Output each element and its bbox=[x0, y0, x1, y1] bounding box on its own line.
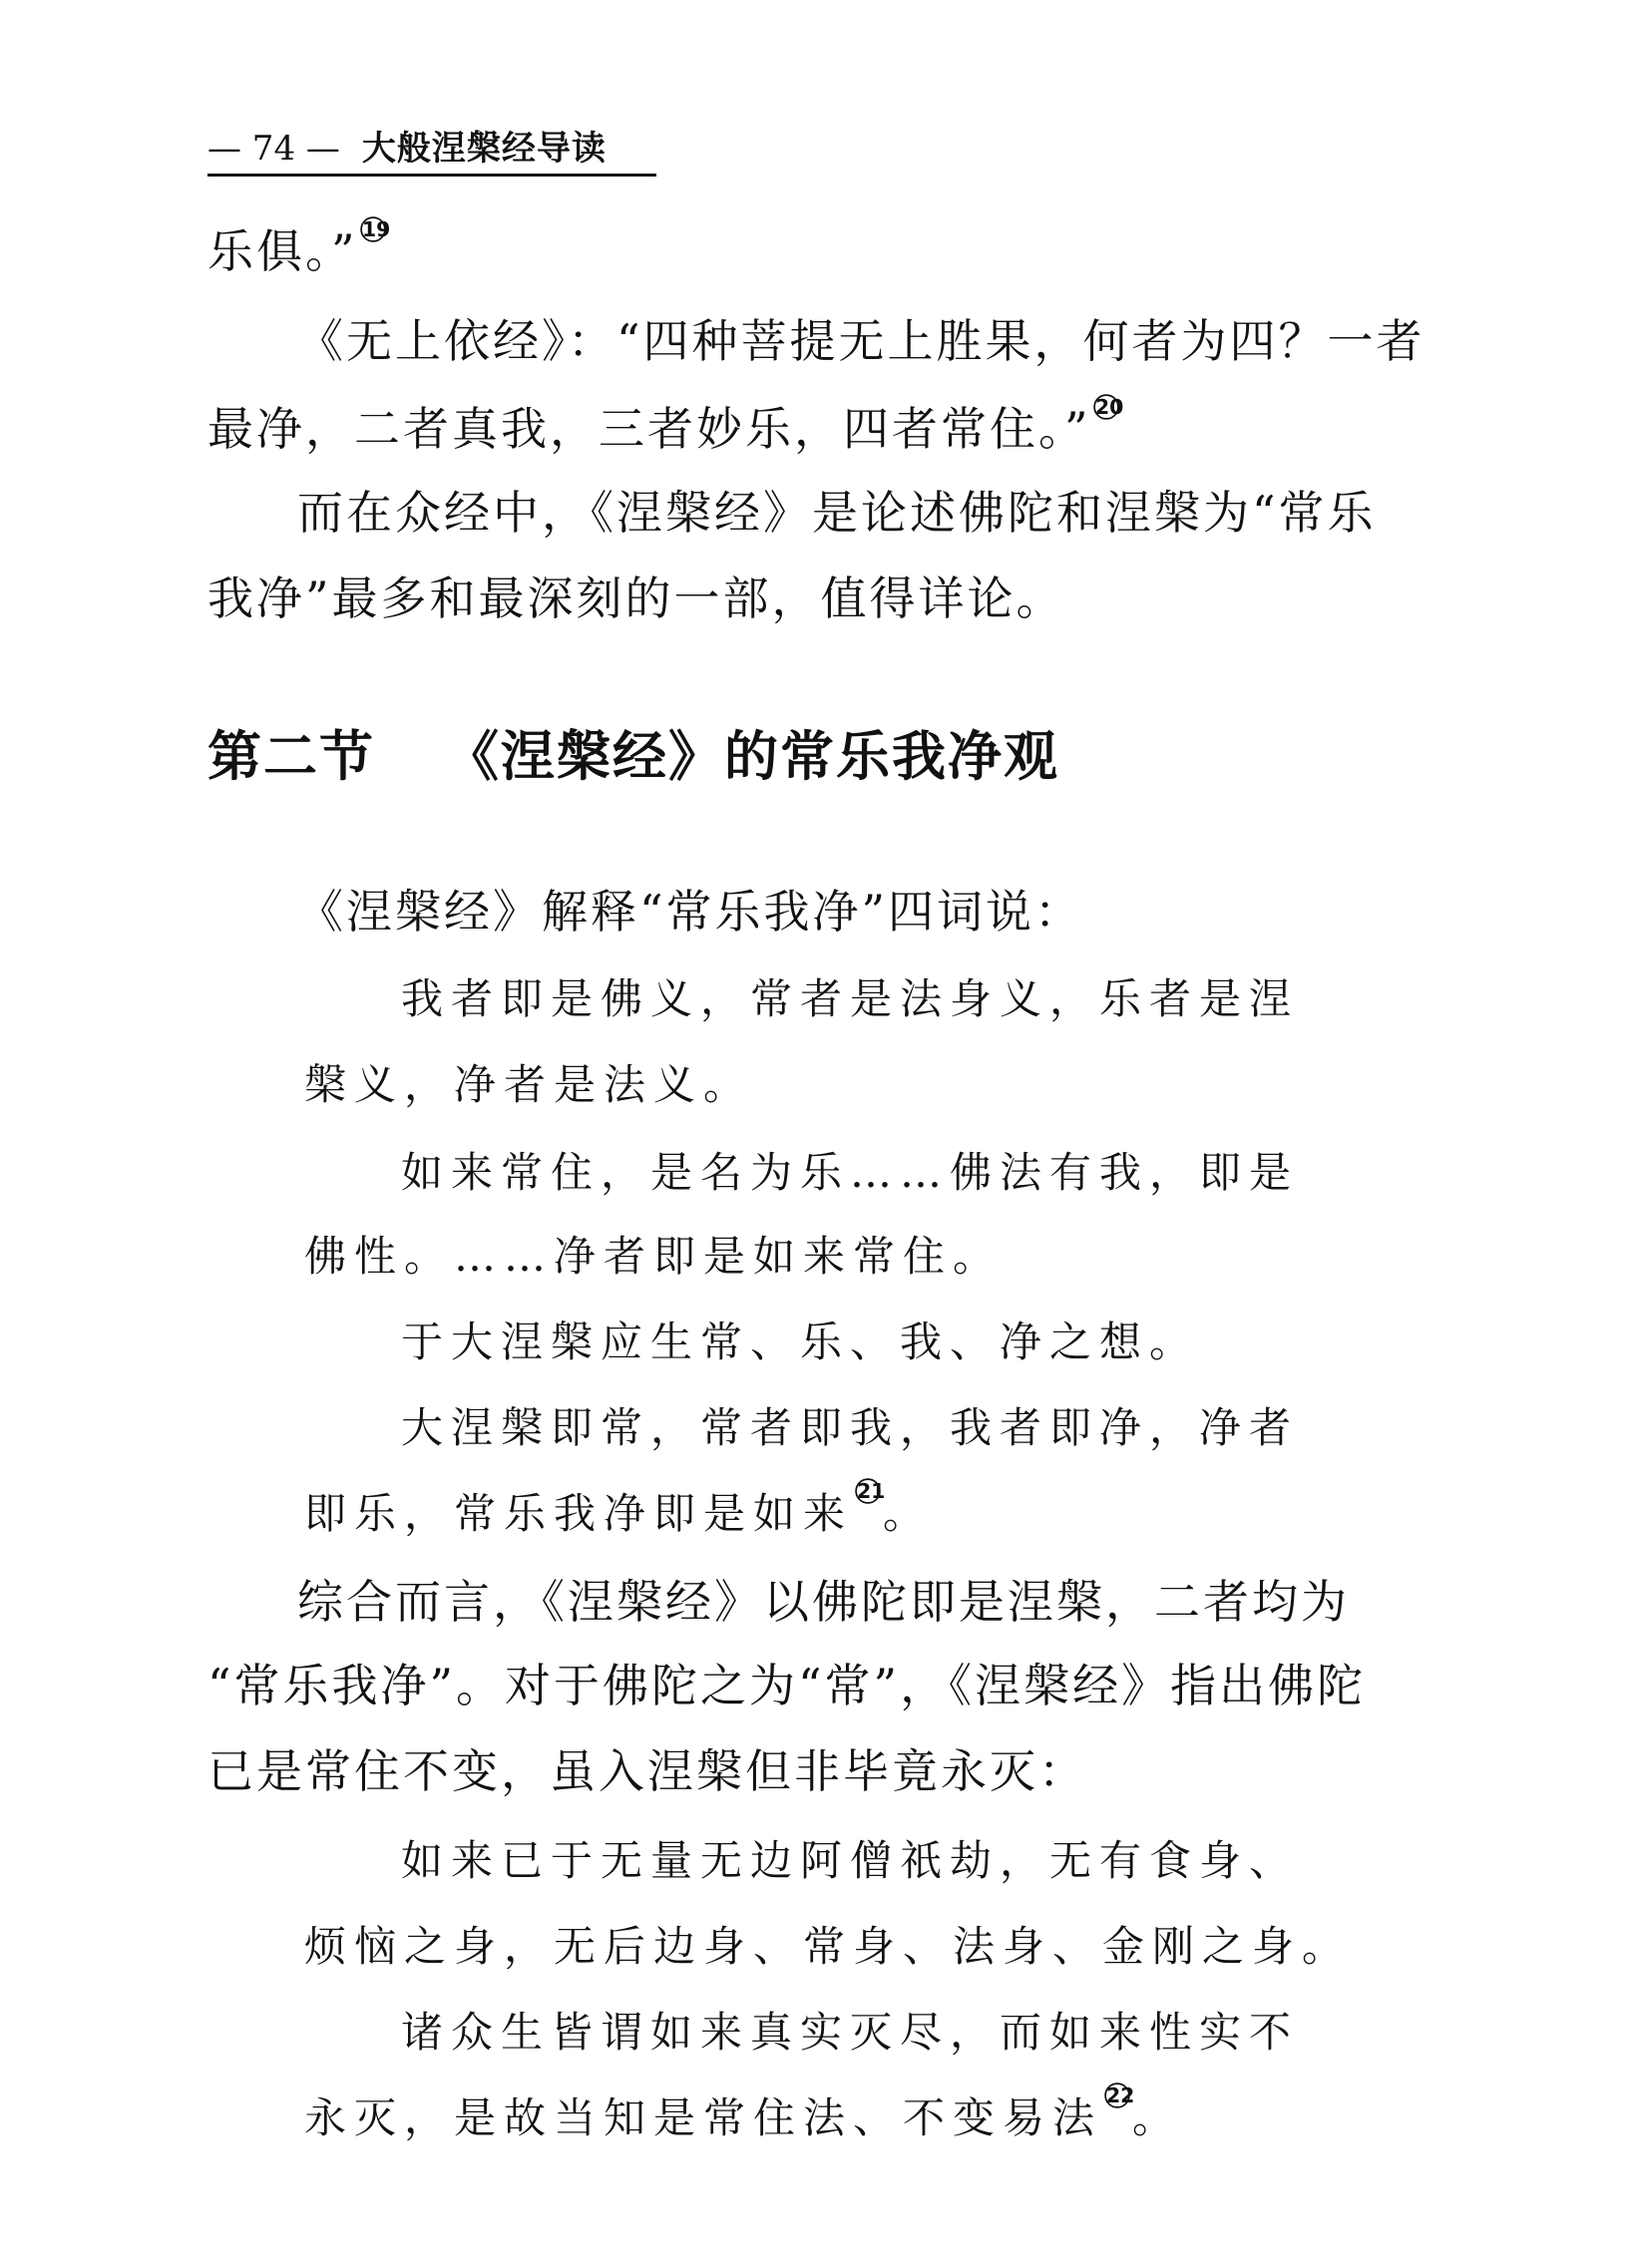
section-heading bbox=[207, 722, 1059, 792]
summary-line-3: 已是常住不变，虽入涅槃但非毕竟永灭： bbox=[207, 1744, 1087, 1798]
quote-6-line-2-content: 永灭，是故当知是常住法、不变易法 bbox=[304, 2093, 1103, 2142]
text-line-3 bbox=[207, 394, 1123, 459]
quote-2-line-2: 佛性。……净者即是如来常住。 bbox=[304, 1232, 1004, 1281]
quote-4-line-2 bbox=[304, 1479, 934, 1544]
summary-line-1: 综合而言，《涅槃经》以佛陀即是涅槃，二者均为 bbox=[297, 1575, 1350, 1629]
footnote-marker-20: 20 bbox=[1094, 394, 1123, 419]
quote-1-line-2: 槃义，净者是法义。 bbox=[304, 1060, 754, 1109]
quote-6-line-2 bbox=[304, 2083, 1183, 2148]
quote-5-line-1: 如来已于无量无边阿僧祇劫，无有食身、 bbox=[401, 1836, 1300, 1885]
quote-4-line-2-end: 。 bbox=[883, 1489, 934, 1538]
quote-2-line-1: 如来常住，是名为乐……佛法有我，即是 bbox=[401, 1148, 1300, 1197]
quote-6-line-1: 诸众生皆谓如来真实灭尽，而如来性实不 bbox=[401, 2008, 1300, 2057]
footnote-marker-19: 19 bbox=[361, 216, 390, 241]
section-number: 第二节 bbox=[207, 725, 375, 788]
text-line-5: 我净”最多和最深刻的一部，值得详论。 bbox=[207, 571, 1065, 625]
footnote-marker-21: 21 bbox=[856, 1479, 886, 1503]
text-line-1 bbox=[207, 216, 390, 281]
running-head bbox=[207, 118, 656, 177]
quote-5-line-2: 烦恼之身，无后边身、常身、法身、金刚之身。 bbox=[304, 1922, 1353, 1971]
quote-3-line-1: 于大涅槃应生常、乐、我、净之想。 bbox=[401, 1318, 1200, 1366]
summary-line-2: “常乐我净”。对于佛陀之为“常”，《涅槃经》指出佛陀 bbox=[207, 1659, 1367, 1712]
text-line-4: 而在众经中，《涅槃经》是论述佛陀和涅槃为“常乐 bbox=[297, 486, 1377, 540]
footnote-marker-22: 22 bbox=[1105, 2083, 1135, 2107]
quote-4-line-1: 大涅槃即常，常者即我，我者即净，净者 bbox=[401, 1403, 1300, 1452]
text-line-3-content: 最净，二者真我，三者妙乐，四者常住。” bbox=[207, 402, 1091, 456]
quote-4-line-2-content: 即乐，常乐我净即是如来 bbox=[304, 1489, 854, 1538]
text-line-2: 《无上依经》：“四种菩提无上胜果，何者为四？一者 bbox=[297, 314, 1425, 368]
text-line-1-content: 乐俱。” bbox=[207, 224, 358, 278]
intro-line: 《涅槃经》解释“常乐我净”四词说： bbox=[297, 885, 1084, 939]
section-title: 《涅槃经》的常乐我净观 bbox=[445, 725, 1059, 788]
page-number: — 74 — bbox=[207, 129, 340, 169]
quote-6-line-2-end: 。 bbox=[1132, 2093, 1183, 2142]
quote-1-line-1: 我者即是佛义，常者是法身义，乐者是涅 bbox=[401, 974, 1300, 1023]
book-title: 大般涅槃经导读 bbox=[361, 129, 607, 169]
